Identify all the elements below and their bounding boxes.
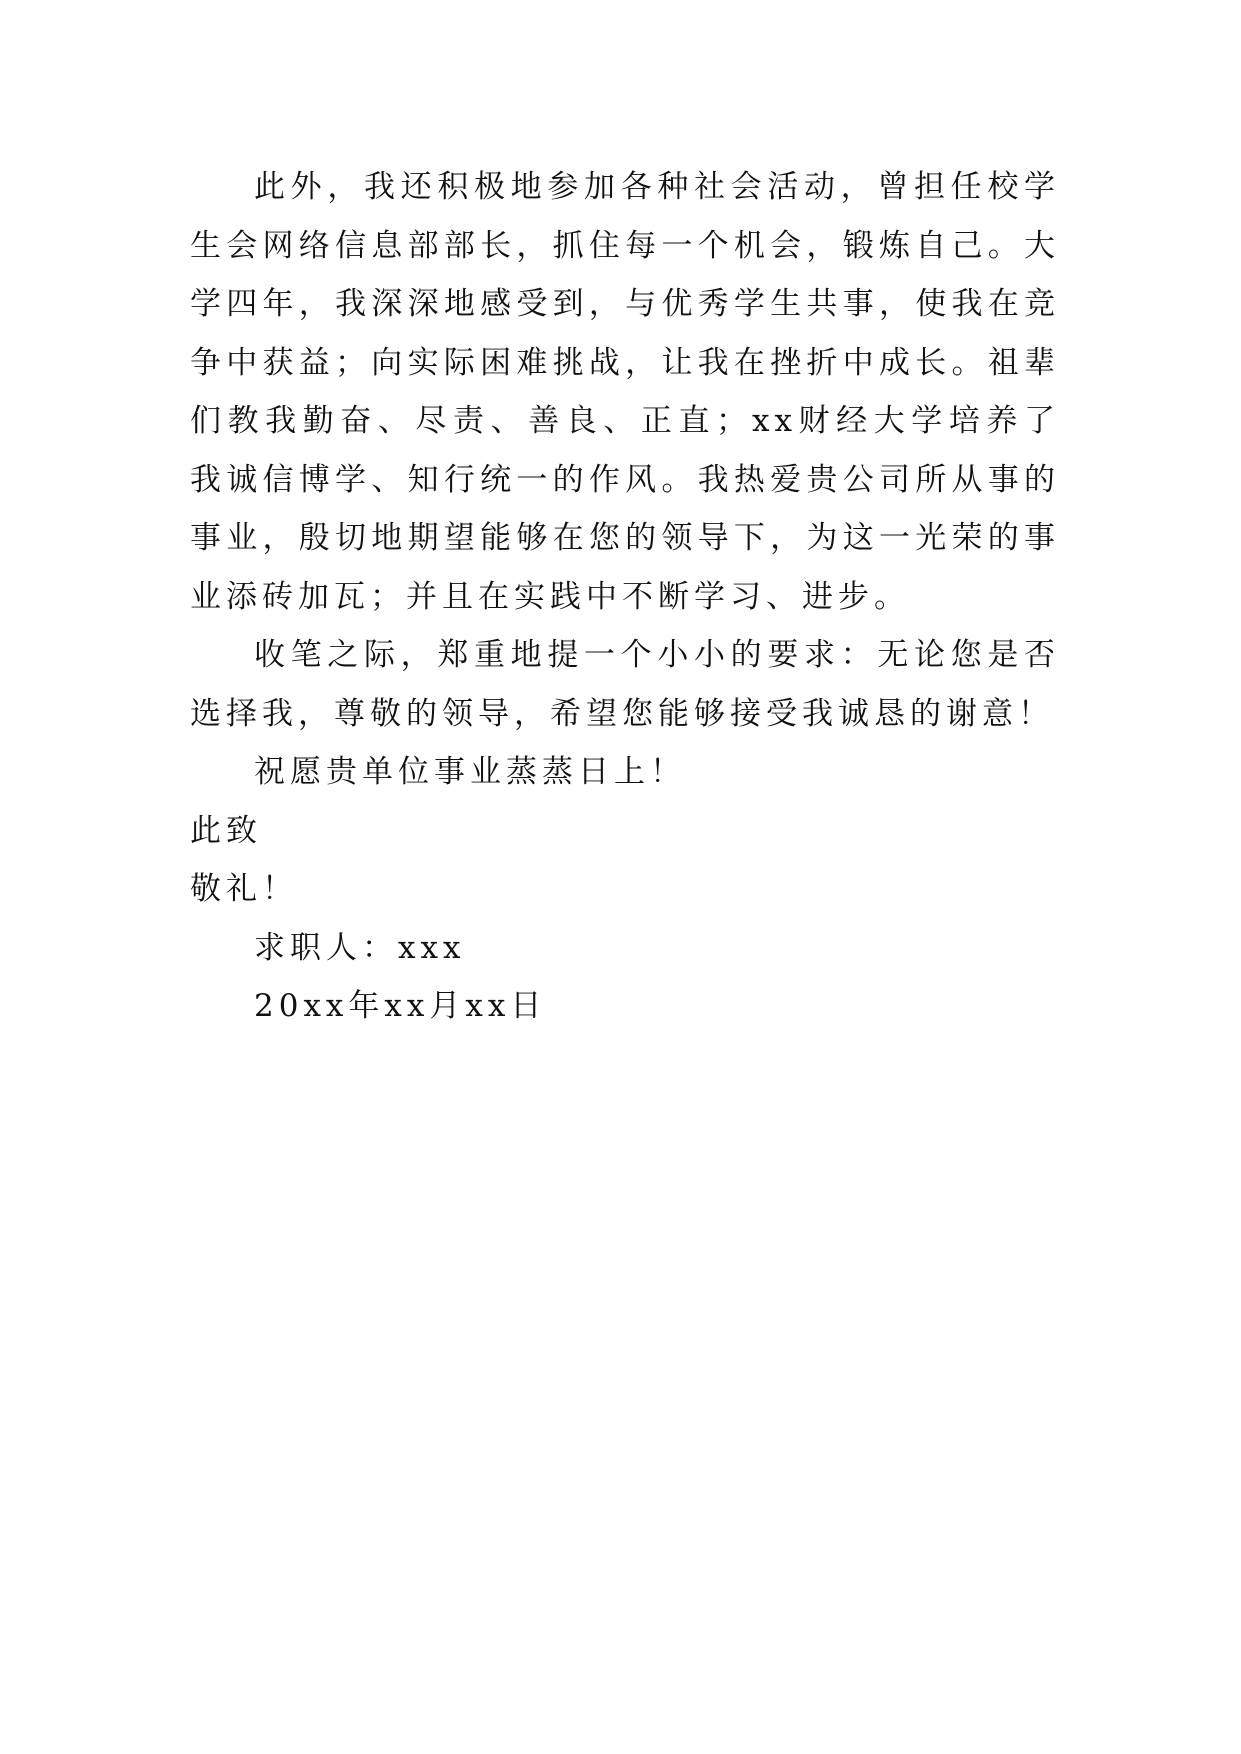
- letter-body: [190, 158, 1060, 1036]
- date-line: 20xx年xx月xx日: [254, 988, 547, 1024]
- paragraph-wishes: 祝愿贵单位事业蒸蒸日上！: [254, 754, 686, 790]
- paragraph-closing-request: 收笔之际，郑重地提一个小小的要求：无论您是否选择我，尊敬的领导，希望您能够接受我诚恳的谢意！: [190, 637, 1060, 732]
- paragraph-activities: 此外，我还积极地参加各种社会活动，曾担任校学生会网络信息部部长，抓住每一个机会，锻炼自己。大学四年，我深深地感受到，与优秀学生共事，使我在竞争中获益；向实际困难挑战，让我在挫折中成长。祖辈们教我勤奋、尽责、善良、正直；xx财经大学培养了我诚信博学、知行统一的作风。我热爱贵公司所从事的事业，殷切地期望能够在您的领导下，为这一光荣的事业添砖加瓦；并且在实践中不断学习、进步。: [190, 169, 1060, 615]
- signer-line: 求职人：xxx: [254, 929, 466, 966]
- closing-regards: 敬礼！: [190, 871, 298, 907]
- closing-salutation: 此致: [190, 812, 262, 849]
